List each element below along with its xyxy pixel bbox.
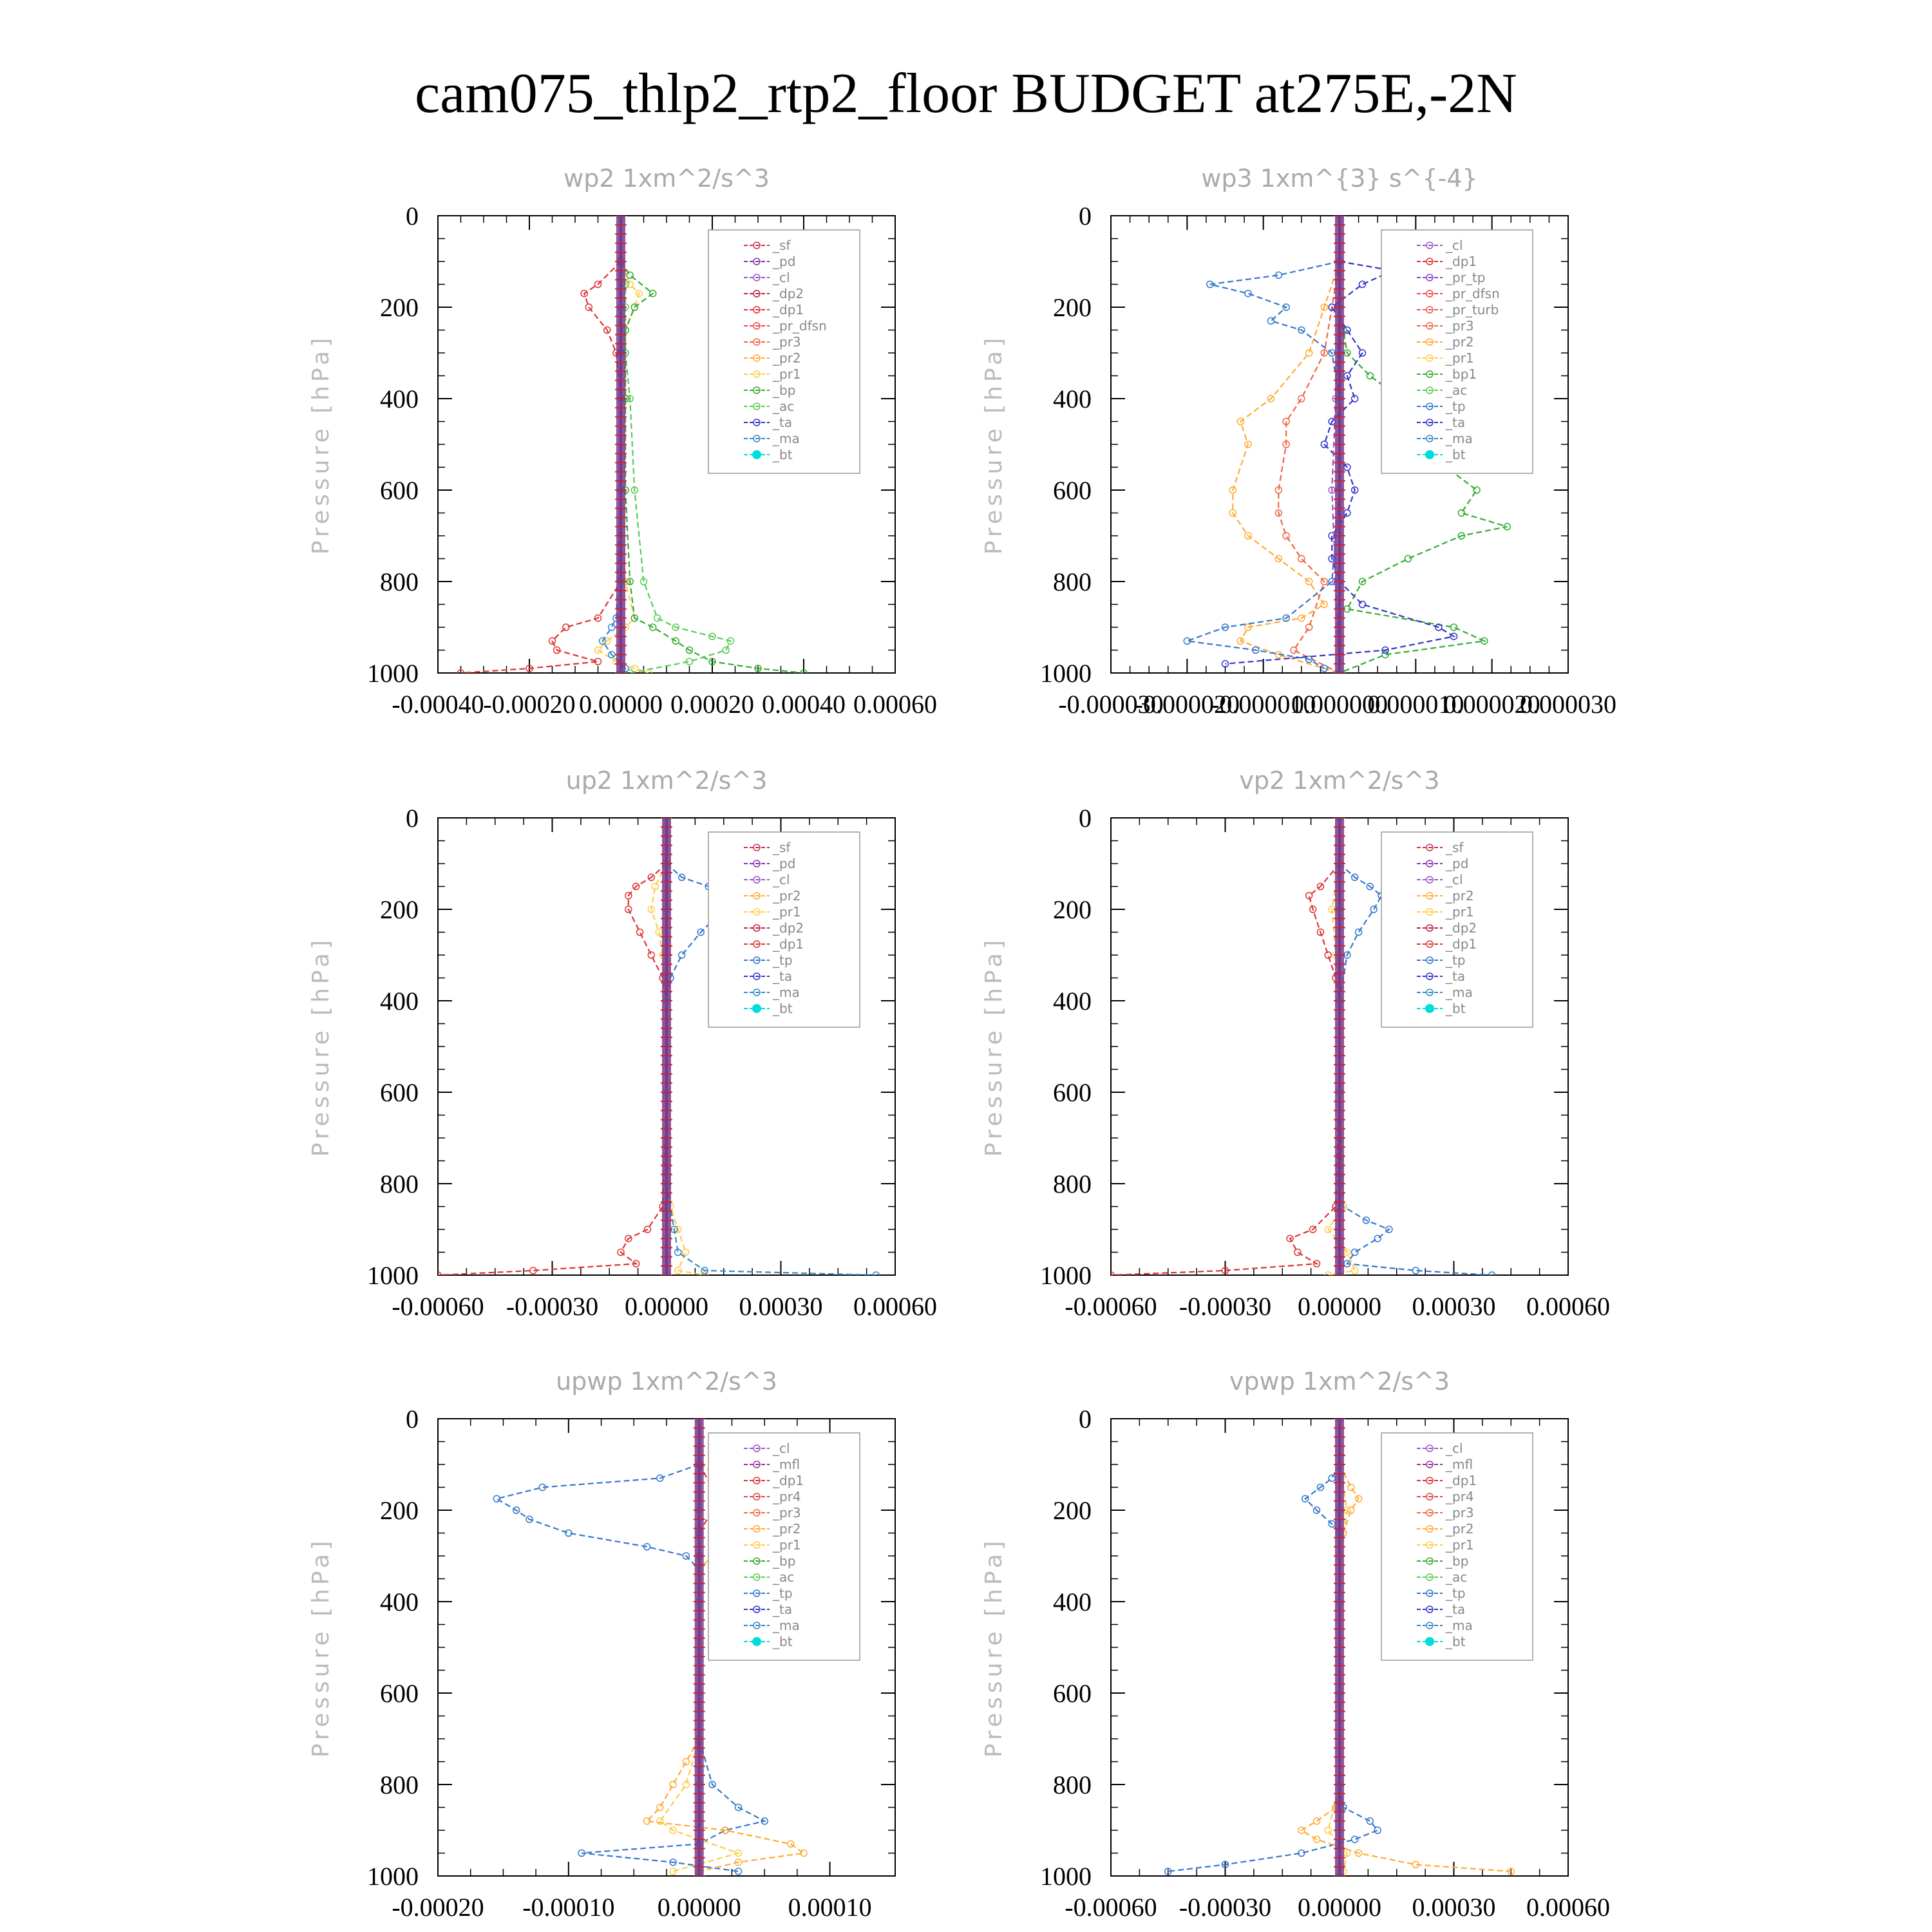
legend-label: _pr1 — [1446, 904, 1474, 920]
series-line-tp — [1168, 1464, 1378, 1871]
legend-label: _pd — [773, 856, 796, 871]
legend-label: _dp2 — [1446, 920, 1477, 936]
legend-label: _pr_turb — [1446, 302, 1499, 317]
legend-marker — [752, 1004, 761, 1013]
panel-title: vp2 1xm^2/s^3 — [1239, 766, 1440, 795]
data-point-pr3 — [1291, 647, 1297, 654]
series-line-dp1 — [461, 261, 621, 673]
chart-panel-4 — [981, 766, 1610, 1321]
x-tick-label: -0.00020 — [483, 690, 576, 719]
data-point-bp1 — [1367, 373, 1373, 379]
legend-label: _dp1 — [1446, 1473, 1477, 1488]
legend-label: _pr2 — [1446, 334, 1474, 350]
legend-label: _pr2 — [1446, 1521, 1474, 1537]
data-point-ma — [609, 624, 615, 630]
legend-label: _ta — [1446, 1602, 1466, 1617]
y-tick-label: 0 — [1079, 804, 1092, 833]
x-tick-label: -0.00010 — [522, 1893, 615, 1922]
data-point-tp — [1352, 1836, 1358, 1842]
x-tick-label: -0.00040 — [392, 690, 484, 719]
data-point-tp — [1268, 317, 1274, 324]
legend-label: _tp — [773, 1586, 793, 1601]
data-point-tp — [1374, 1235, 1381, 1242]
x-tick-label: 0.00000 — [579, 690, 663, 719]
x-tick-label: 0.00060 — [1526, 1292, 1610, 1321]
data-point-pr2 — [670, 1781, 676, 1788]
chart-panel-5 — [308, 1367, 895, 1922]
y-axis-label: Pressure [hPa] — [308, 1537, 334, 1758]
legend-label: _pr1 — [1446, 1537, 1474, 1553]
y-tick-label: 400 — [1053, 987, 1092, 1016]
legend-label: _ta — [773, 415, 793, 430]
data-point-tp — [1245, 290, 1251, 297]
data-point-tp — [1329, 1475, 1335, 1481]
legend-label: _dp1 — [1446, 936, 1477, 952]
figure-title: cam075_thlp2_rtp2_floor BUDGET at275E,-2N — [415, 62, 1517, 125]
data-point-ta — [1359, 281, 1366, 288]
legend-label: _dp1 — [1446, 254, 1477, 269]
x-tick-label: 0.00060 — [853, 1292, 937, 1321]
series-line-ma — [667, 1184, 876, 1275]
legend-label: _bp1 — [1446, 366, 1477, 382]
legend-label: _bp — [773, 383, 796, 398]
legend-label: _ma — [1446, 431, 1473, 446]
legend-label: _pr3 — [1446, 318, 1474, 334]
x-tick-label: -0.00030 — [1179, 1893, 1272, 1922]
y-tick-label: 800 — [1053, 1770, 1092, 1799]
series-line-dp1 — [438, 864, 667, 1275]
legend-label: _pr1 — [773, 366, 801, 382]
y-tick-label: 800 — [1053, 567, 1092, 596]
x-tick-label: 0.00060 — [1526, 1893, 1610, 1922]
legend-label: _cl — [773, 1441, 790, 1456]
legend-label: _cl — [773, 872, 790, 887]
legend-label: _pr4 — [773, 1489, 801, 1504]
y-tick-label: 800 — [380, 1770, 419, 1799]
y-tick-label: 400 — [1053, 384, 1092, 413]
legend-label: _pr_tp — [1446, 270, 1486, 285]
legend-label: _sf — [773, 238, 791, 253]
y-tick-label: 600 — [1053, 476, 1092, 505]
series-line-pr3 — [1278, 261, 1340, 673]
y-axis-label: Pressure [hPa] — [308, 334, 334, 555]
x-tick-label: -0.000030 — [1058, 690, 1164, 719]
x-tick-label: -0.00060 — [1065, 1893, 1157, 1922]
legend-label: _dp1 — [773, 936, 804, 952]
legend-label: _ma — [773, 985, 800, 1000]
y-tick-label: 200 — [380, 1496, 419, 1525]
x-tick-label: -0.000020 — [1134, 690, 1240, 719]
y-tick-label: 0 — [406, 1405, 419, 1434]
y-axis-label: Pressure [hPa] — [981, 334, 1007, 555]
legend-label: _ta — [773, 1602, 793, 1617]
data-point-dp1 — [637, 929, 643, 936]
legend-label: _pr1 — [1446, 350, 1474, 366]
legend-label: _dp1 — [773, 1473, 804, 1488]
series-line-pr1 — [651, 864, 705, 1275]
x-tick-label: 0.00030 — [1412, 1893, 1496, 1922]
y-tick-label: 600 — [1053, 1679, 1092, 1708]
x-tick-label: 0.000020 — [1443, 690, 1540, 719]
chart-panel-1 — [308, 164, 937, 719]
data-point-tp — [1367, 1818, 1373, 1824]
series-line-dp1 — [1111, 864, 1340, 1275]
x-tick-label: 0.00000 — [625, 1292, 708, 1321]
legend-label: _dp2 — [773, 286, 804, 301]
data-point-pr2 — [657, 1804, 663, 1811]
x-tick-label: 0.000030 — [1520, 690, 1616, 719]
legend-label: _tp — [773, 952, 793, 968]
chart-panel-3 — [308, 766, 937, 1321]
legend-label: _bt — [1446, 447, 1466, 462]
legend-label: _pr2 — [773, 888, 801, 904]
legend-label: _bt — [1446, 1634, 1466, 1649]
legend-label: _ma — [773, 431, 800, 446]
y-tick-label: 200 — [1053, 293, 1092, 322]
data-point-tp — [1374, 1827, 1381, 1833]
legend-label: _pr3 — [773, 1505, 801, 1520]
y-tick-label: 0 — [1079, 202, 1092, 231]
legend-label: _mfl — [1446, 1457, 1473, 1472]
legend-marker — [752, 1637, 761, 1646]
x-tick-label: 0.00020 — [670, 690, 754, 719]
x-tick-label: 0.00060 — [853, 690, 937, 719]
data-point-ta — [1344, 510, 1350, 516]
legend-label: _tp — [1446, 1586, 1466, 1601]
legend-label: _ma — [1446, 1618, 1473, 1633]
y-tick-label: 400 — [380, 1587, 419, 1616]
legend-label: _ac — [1446, 383, 1468, 398]
panel-title: up2 1xm^2/s^3 — [565, 766, 768, 795]
y-tick-label: 800 — [380, 1170, 419, 1198]
panel-title: upwp 1xm^2/s^3 — [556, 1367, 777, 1396]
legend-label: _pd — [1446, 856, 1469, 871]
data-point-pr2 — [1348, 1484, 1354, 1491]
data-point-tp — [1352, 1249, 1358, 1256]
legend-label: _ta — [773, 969, 793, 984]
legend-marker — [1425, 1004, 1434, 1013]
series-line-pr2 — [1233, 261, 1340, 673]
data-point-tp — [679, 952, 685, 958]
x-tick-label: 0.000000 — [1291, 690, 1388, 719]
legend-label: _ac — [1446, 1569, 1468, 1585]
y-tick-label: 0 — [406, 804, 419, 833]
data-point-pr1 — [1352, 1267, 1358, 1274]
legend-label: _pr3 — [1446, 1505, 1474, 1520]
legend-label: _pr_dfsn — [773, 318, 827, 334]
legend-label: _cl — [773, 270, 790, 285]
legend-label: _mfl — [773, 1457, 800, 1472]
legend-label: _tp — [1446, 399, 1466, 414]
legend-label: _ta — [1446, 969, 1466, 984]
y-tick-label: 0 — [1079, 1405, 1092, 1434]
data-point-bp — [627, 272, 633, 278]
legend-label: _bt — [1446, 1001, 1466, 1016]
data-point-bp1 — [1405, 556, 1412, 562]
data-point-tp — [493, 1495, 500, 1502]
data-point-dp1 — [1294, 1249, 1301, 1256]
y-tick-label: 400 — [380, 384, 419, 413]
y-tick-label: 200 — [380, 293, 419, 322]
y-tick-label: 800 — [1053, 1170, 1092, 1198]
legend-label: _dp1 — [773, 302, 804, 317]
y-tick-label: 0 — [406, 202, 419, 231]
y-tick-label: 1000 — [367, 1862, 419, 1891]
data-point-pr2 — [1314, 1818, 1320, 1824]
legend-label: _pr2 — [773, 350, 801, 366]
x-tick-label: 0.00030 — [739, 1292, 823, 1321]
panel-title: vpwp 1xm^2/s^3 — [1229, 1367, 1450, 1396]
series-line-tp — [1187, 261, 1340, 668]
legend-label: _bt — [773, 447, 793, 462]
y-tick-label: 1000 — [1040, 1862, 1092, 1891]
x-tick-label: 0.00040 — [762, 690, 846, 719]
legend-label: _bp — [773, 1553, 796, 1569]
legend-label: _dp2 — [773, 920, 804, 936]
y-tick-label: 1000 — [1040, 1261, 1092, 1290]
y-tick-label: 400 — [1053, 1587, 1092, 1616]
legend-label: _cl — [1446, 872, 1463, 887]
legend-label: _pr1 — [773, 1537, 801, 1553]
legend-label: _ta — [1446, 415, 1466, 430]
y-axis-label: Pressure [hPa] — [981, 1537, 1007, 1758]
data-point-pr3 — [1306, 624, 1312, 630]
legend-marker — [1425, 1637, 1434, 1646]
x-tick-label: -0.000010 — [1211, 690, 1316, 719]
y-tick-label: 1000 — [367, 659, 419, 688]
y-tick-label: 200 — [380, 895, 419, 924]
x-tick-label: 0.000010 — [1367, 690, 1464, 719]
legend-label: _bp — [1446, 1553, 1469, 1569]
legend-label: _pr_dfsn — [1446, 286, 1500, 301]
legend-marker — [1425, 450, 1434, 459]
legend-label: _ac — [773, 399, 795, 414]
data-point-pr2 — [1306, 350, 1312, 356]
data-point-ta — [1344, 327, 1350, 334]
x-tick-label: 0.00030 — [1412, 1292, 1496, 1321]
legend-label: _ma — [1446, 985, 1473, 1000]
y-tick-label: 600 — [380, 1078, 419, 1107]
legend-label: _pr2 — [1446, 888, 1474, 904]
x-tick-label: -0.00030 — [506, 1292, 599, 1321]
legend-label: _pr2 — [773, 1521, 801, 1537]
legend-label: _cl — [1446, 1441, 1463, 1456]
y-tick-label: 600 — [380, 1679, 419, 1708]
x-tick-label: 0.00000 — [1298, 1893, 1381, 1922]
x-tick-label: -0.00060 — [1065, 1292, 1157, 1321]
y-tick-label: 800 — [380, 567, 419, 596]
y-tick-label: 600 — [380, 476, 419, 505]
y-axis-label: Pressure [hPa] — [308, 936, 334, 1157]
y-tick-label: 1000 — [367, 1261, 419, 1290]
legend-label: _ac — [773, 1569, 795, 1585]
chart-panel-6 — [981, 1367, 1610, 1922]
data-point-pr3 — [1298, 556, 1305, 562]
legend-label: _ma — [773, 1618, 800, 1633]
data-point-bp1 — [1473, 487, 1480, 493]
data-point-pr3 — [1298, 395, 1305, 402]
data-point-pr1 — [683, 1249, 689, 1256]
y-tick-label: 200 — [1053, 895, 1092, 924]
y-tick-label: 1000 — [1040, 659, 1092, 688]
y-tick-label: 600 — [1053, 1078, 1092, 1107]
legend-label: _bt — [773, 1001, 793, 1016]
data-point-pr3 — [1283, 533, 1289, 539]
data-point-bp1 — [1451, 624, 1457, 630]
data-point-dp1 — [648, 952, 654, 958]
data-point-ac — [654, 615, 661, 621]
x-tick-label: -0.00030 — [1179, 1292, 1272, 1321]
data-point-tp — [1356, 929, 1362, 936]
legend-marker — [752, 450, 761, 459]
legend-label: _cl — [1446, 238, 1463, 253]
legend-label: _bt — [773, 1634, 793, 1649]
panel-title: wp2 1xm^2/s^3 — [564, 164, 770, 193]
legend-label: _pr1 — [773, 904, 801, 920]
legend-label: _tp — [1446, 952, 1466, 968]
legend-label: _pr3 — [773, 334, 801, 350]
x-tick-label: -0.00060 — [392, 1292, 484, 1321]
x-tick-label: 0.00010 — [788, 1893, 872, 1922]
y-axis-label: Pressure [hPa] — [981, 936, 1007, 1157]
legend-label: _pr4 — [1446, 1489, 1474, 1504]
x-tick-label: -0.00020 — [392, 1893, 484, 1922]
legend-label: _pd — [773, 254, 796, 269]
panel-title: wp3 1xm^{3} s^{-4} — [1201, 164, 1478, 193]
x-tick-label: 0.00000 — [1298, 1292, 1381, 1321]
legend-label: _sf — [773, 840, 791, 855]
x-tick-label: 0.00000 — [657, 1893, 741, 1922]
legend-label: _sf — [1446, 840, 1464, 855]
data-point-ac — [723, 647, 729, 654]
y-tick-label: 400 — [380, 987, 419, 1016]
data-point-pr1 — [657, 1818, 663, 1824]
chart-panel-2 — [981, 164, 1616, 719]
data-point-pr2 — [683, 1759, 689, 1765]
y-tick-label: 200 — [1053, 1496, 1092, 1525]
